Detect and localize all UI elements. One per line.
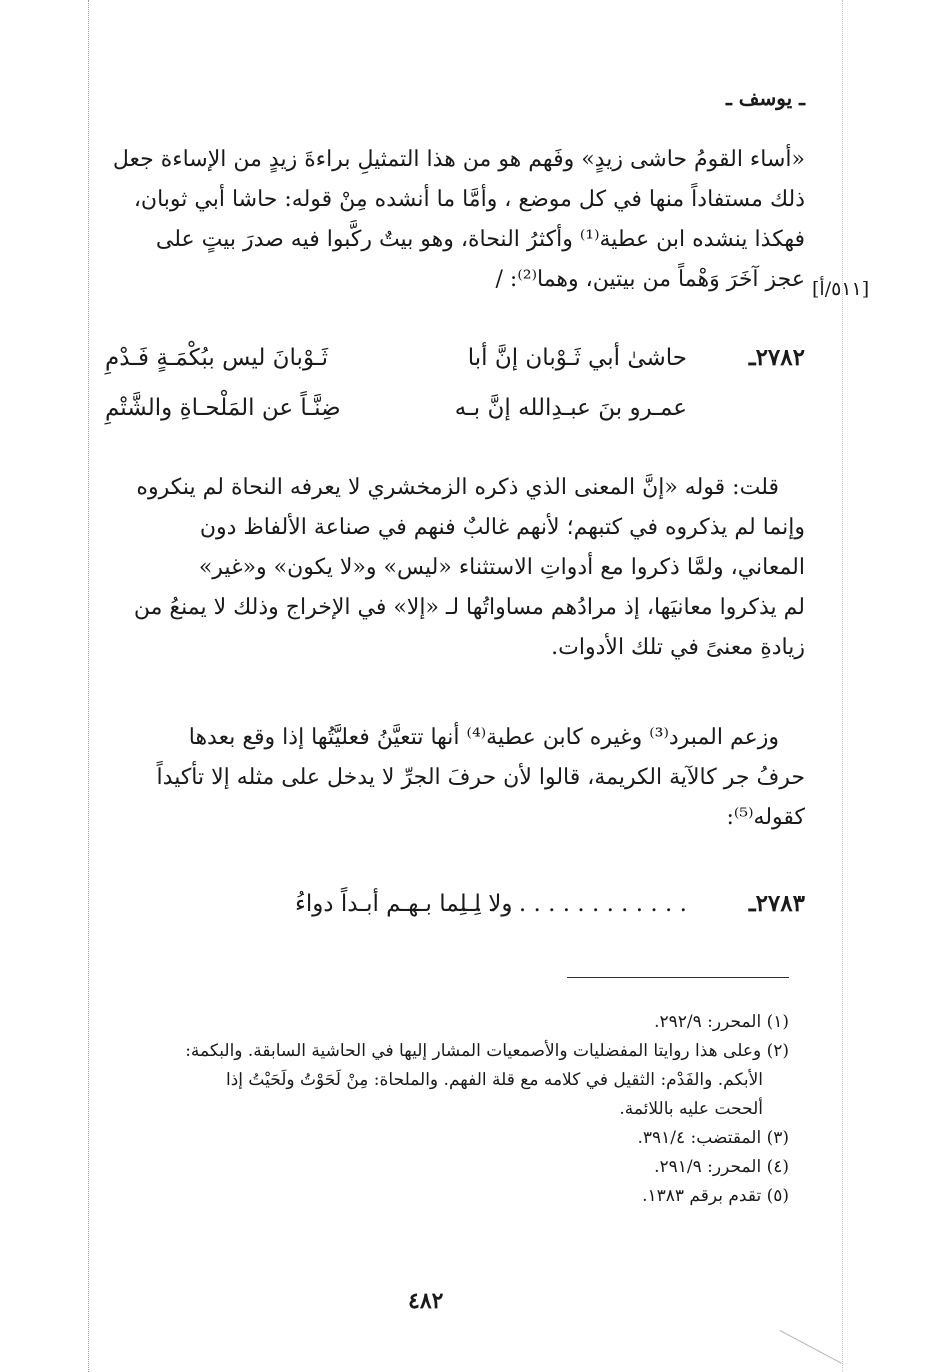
verse-number: ٢٧٨٣ـ [748,890,805,917]
text-line: فهكذا ينشده ابن عطية⁽¹⁾ وأكثرُ النحاة، وهو بيتٌ ركَّبوا فيه صدرَ بيتٍ على [155,227,805,252]
footnotes [89,1008,789,1211]
running-head: ـ يوسف ـ [725,86,805,110]
scan-edge-dotted-line-right [842,0,843,1372]
text-line: كقوله⁽⁵⁾: [726,805,805,830]
footnote-3: (٣) المقتضب: ٣٩١/٤. [637,1128,789,1148]
verse-hemistich-second: ضِنَّـاً عن المَلْحـاةِ والشَّتْمِ [105,395,341,421]
text-line: وإنما لم يذكروه في كتبهم؛ لأنهم غالبٌ فنهم في صناعة الألفاظ دون [199,515,805,540]
text-line: عجز آخَرَ وَهْماً من بيتين، وهما⁽²⁾: / [495,267,805,292]
verse-number: ٢٧٨٢ـ [748,344,805,371]
text-line: قلت: قوله «إنَّ المعنى الذي ذكره الزمخشري لا يعرفه النحاة لم ينكروه [136,475,779,500]
footnote-2-continued: الأبكم. والفَدْم: الثقيل في كلامه مع قلة الفهم. والملحاة: مِنْ لَحَوْتُ ولَحَيْتُ إذا [225,1070,763,1090]
paragraph-2 [105,468,805,668]
text-line: وزعم المبرد⁽³⁾ وغيره كابن عطية⁽⁴⁾ أنها تتعيَّنُ فعليَّتُها إذا وقع بعدها [188,725,779,750]
footnote-4: (٤) المحرر: ٢٩١/٩. [654,1157,789,1177]
text-line: حرفُ جر كالآية الكريمة، قالوا لأن حرفَ الجرِّ لا يدخل على مثله إلا تأكيداً [156,765,805,790]
verse-hemistich-second: ولا لِـلِما بـهـم أبـداً دواءُ [295,891,513,917]
margin-folio-note: [٥١١/أ] [812,278,870,300]
verse-hemistich-first: حاشىٰ أبي ثَـوْبان إنَّ أبا [467,345,687,371]
verse-2782-line-1 [105,338,805,378]
verse-hemistich-second: ثَـوْبانَ ليس ببُكْمَـةٍ فَـدْمِ [105,345,328,371]
footnote-5: (٥) تقدم برقم ١٣٨٣. [642,1186,789,1206]
text-line: زيادةِ معنىً في تلك الأدوات. [551,635,805,660]
paragraph-1 [105,140,805,300]
verse-2782-line-2 [105,388,805,428]
text-line: المعاني، ولمَّا ذكروا مع أدواتِ الاستثناء «ليس» و«لا يكون» و«غير» [198,555,805,580]
verse-2783 [105,884,805,924]
footnote-separator [567,977,789,978]
verse-hemistich-first: عمـرو بنَ عبـدِالله إنَّ بـه [454,395,687,421]
paragraph-3 [105,718,805,838]
page-number: ٤٨٢ [408,1288,444,1314]
footnote-2: (٢) وعلى هذا روايتا المفضليات والأصمعيات المشار إليها في الحاشية السابقة. والبكمة: [185,1041,789,1061]
footnote-1: (١) المحرر: ٢٩٢/٩. [654,1012,789,1032]
scan-corner-mark [779,1330,842,1365]
text-line: «أساء القومُ حاشى زيدٍ» وفَهم هو من هذا التمثيلِ براءةَ زيدٍ من الإساءة جعل [112,147,805,172]
text-line: ذلك مستفاداً منها في كل موضع ، وأمَّا ما أنشده مِنْ قوله: حاشا أبي ثوبان، [133,187,805,212]
footnote-2-continued: ألححت عليه باللائمة. [619,1099,763,1119]
text-line: لم يذكروا معانيَها، إذ مرادُهم مساواتُها لـ «إلا» في الإخراج وذلك لا يمنعُ من [133,595,805,620]
verse-hemistich-first-elided: . . . . . . . . . . . . . . . . [460,891,687,917]
